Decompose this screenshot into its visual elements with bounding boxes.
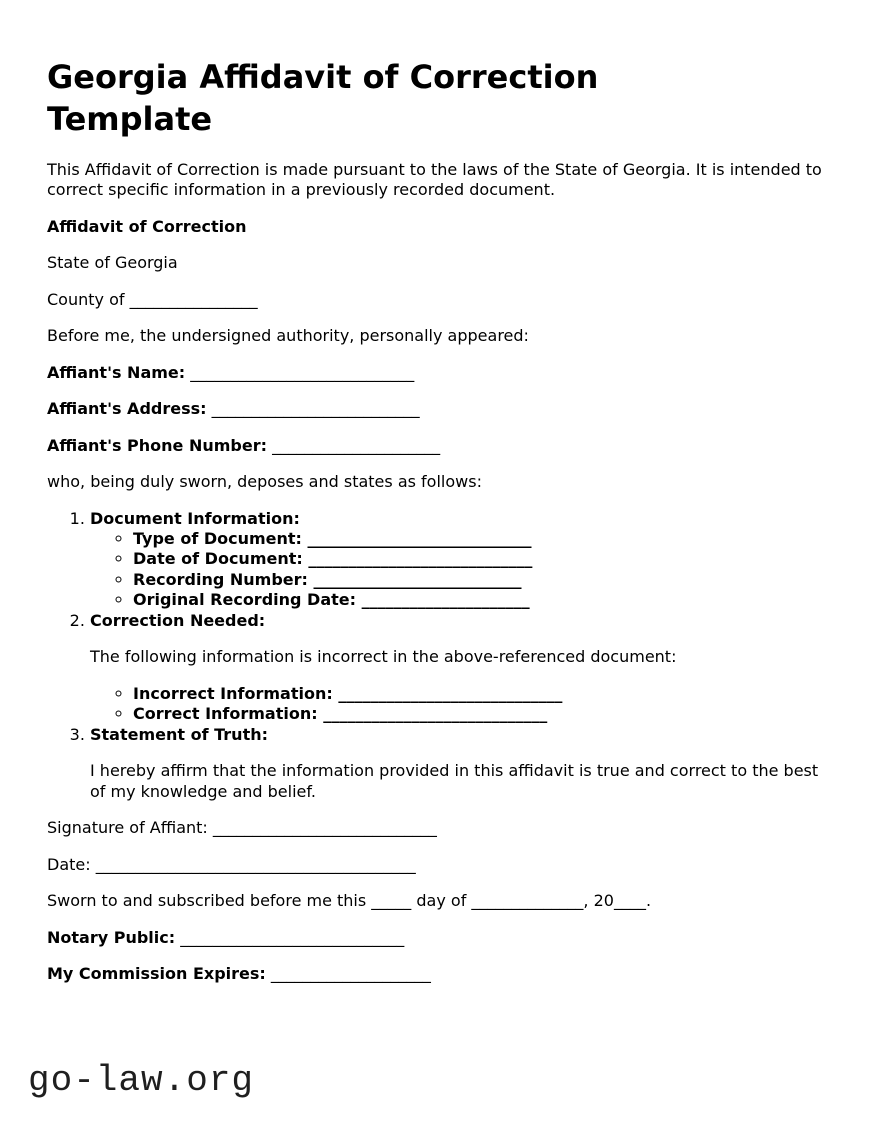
affidavit-list bbox=[47, 509, 825, 803]
date-of-document-blank: ____________________________ bbox=[308, 549, 533, 569]
sworn-subscribed-line bbox=[47, 891, 825, 911]
sworn-day-blank: _____ bbox=[371, 891, 412, 911]
list-item-correction-needed bbox=[90, 611, 825, 725]
sworn-text-3: , 20 bbox=[583, 891, 614, 911]
date-of-document-label: Date of Document: bbox=[133, 549, 303, 569]
sworn-month-blank: ______________ bbox=[471, 891, 584, 911]
correct-information-blank: ____________________________ bbox=[323, 704, 548, 724]
affiant-address-label: Affiant's Address: bbox=[47, 399, 207, 419]
sworn-intro-line: who, being duly sworn, deposes and states as follows: bbox=[47, 472, 482, 492]
signature-label: Signature of Affiant: bbox=[47, 818, 208, 838]
sworn-text-1: Sworn to and subscribed before me this bbox=[47, 891, 372, 911]
correction-needed-paragraph: The following information is incorrect in the above-referenced document: bbox=[90, 647, 677, 667]
affiant-name-line bbox=[47, 363, 825, 383]
footer-brand-logo: go-law.org bbox=[28, 1059, 255, 1101]
intro-paragraph: This Affidavit of Correction is made pursuant to the laws of the State of Georgia. It is intended to correct specific information in a previously recorded document. bbox=[47, 159, 822, 200]
incorrect-information-blank: ____________________________ bbox=[338, 683, 563, 703]
document-information-label: Document Information: bbox=[90, 508, 300, 528]
original-recording-date-line bbox=[133, 590, 825, 610]
notary-blank: ____________________________ bbox=[180, 927, 405, 947]
signature-blank: ____________________________ bbox=[212, 818, 437, 838]
state-line: State of Georgia bbox=[47, 253, 178, 273]
signature-line bbox=[47, 818, 825, 838]
affiant-address-line bbox=[47, 399, 825, 419]
correct-information-line bbox=[133, 704, 825, 724]
recording-number-label: Recording Number: bbox=[133, 569, 308, 589]
date-of-document-line bbox=[133, 549, 825, 569]
sworn-year-blank: ____ bbox=[613, 891, 646, 911]
affiant-phone-label: Affiant's Phone Number: bbox=[47, 435, 268, 455]
section-heading-text: Affidavit of Correction bbox=[47, 216, 247, 236]
county-line bbox=[47, 290, 825, 310]
recording-number-line bbox=[133, 570, 825, 590]
document-information-sublist bbox=[90, 529, 825, 611]
sworn-text-4: . bbox=[645, 891, 652, 911]
sworn-text-2: day of bbox=[411, 891, 472, 911]
county-label: County of bbox=[47, 289, 125, 309]
date-label: Date: bbox=[47, 854, 91, 874]
original-recording-date-label: Original Recording Date: bbox=[133, 590, 357, 610]
statement-of-truth-paragraph: I hereby affirm that the information provided in this affidavit is true and correct to the best of my knowledge and belief. bbox=[90, 761, 819, 801]
county-blank: ________________ bbox=[129, 289, 258, 309]
notary-label: Notary Public: bbox=[47, 927, 176, 947]
notary-line bbox=[47, 928, 825, 948]
list-item-statement-of-truth bbox=[90, 725, 825, 802]
incorrect-information-line bbox=[133, 684, 825, 704]
before-line: Before me, the undersigned authority, personally appeared: bbox=[47, 326, 529, 346]
section-heading bbox=[47, 217, 825, 237]
recording-number-blank: __________________________ bbox=[313, 569, 522, 589]
statement-of-truth-label: Statement of Truth: bbox=[90, 724, 268, 744]
affiant-phone-line bbox=[47, 436, 825, 456]
correction-needed-label: Correction Needed: bbox=[90, 610, 266, 630]
incorrect-information-label: Incorrect Information: bbox=[133, 683, 333, 703]
affiant-phone-blank: _____________________ bbox=[272, 435, 441, 455]
list-item-document-information bbox=[90, 509, 825, 611]
commission-label: My Commission Expires: bbox=[47, 964, 266, 983]
affiant-address-blank: __________________________ bbox=[211, 399, 420, 419]
affiant-name-blank: ____________________________ bbox=[190, 362, 415, 382]
commission-line bbox=[47, 964, 825, 984]
commission-blank: ____________________ bbox=[270, 964, 431, 983]
date-blank: ________________________________________ bbox=[95, 854, 416, 874]
correction-needed-sublist bbox=[90, 684, 825, 725]
date-line bbox=[47, 855, 825, 875]
type-of-document-blank: ____________________________ bbox=[307, 528, 532, 548]
type-of-document-label: Type of Document: bbox=[133, 528, 302, 548]
affiant-name-label: Affiant's Name: bbox=[47, 362, 186, 382]
page-title: Georgia Affidavit of Correction Template bbox=[47, 58, 599, 138]
correct-information-label: Correct Information: bbox=[133, 704, 318, 724]
original-recording-date-blank: _____________________ bbox=[361, 590, 530, 610]
type-of-document-line bbox=[133, 529, 825, 549]
